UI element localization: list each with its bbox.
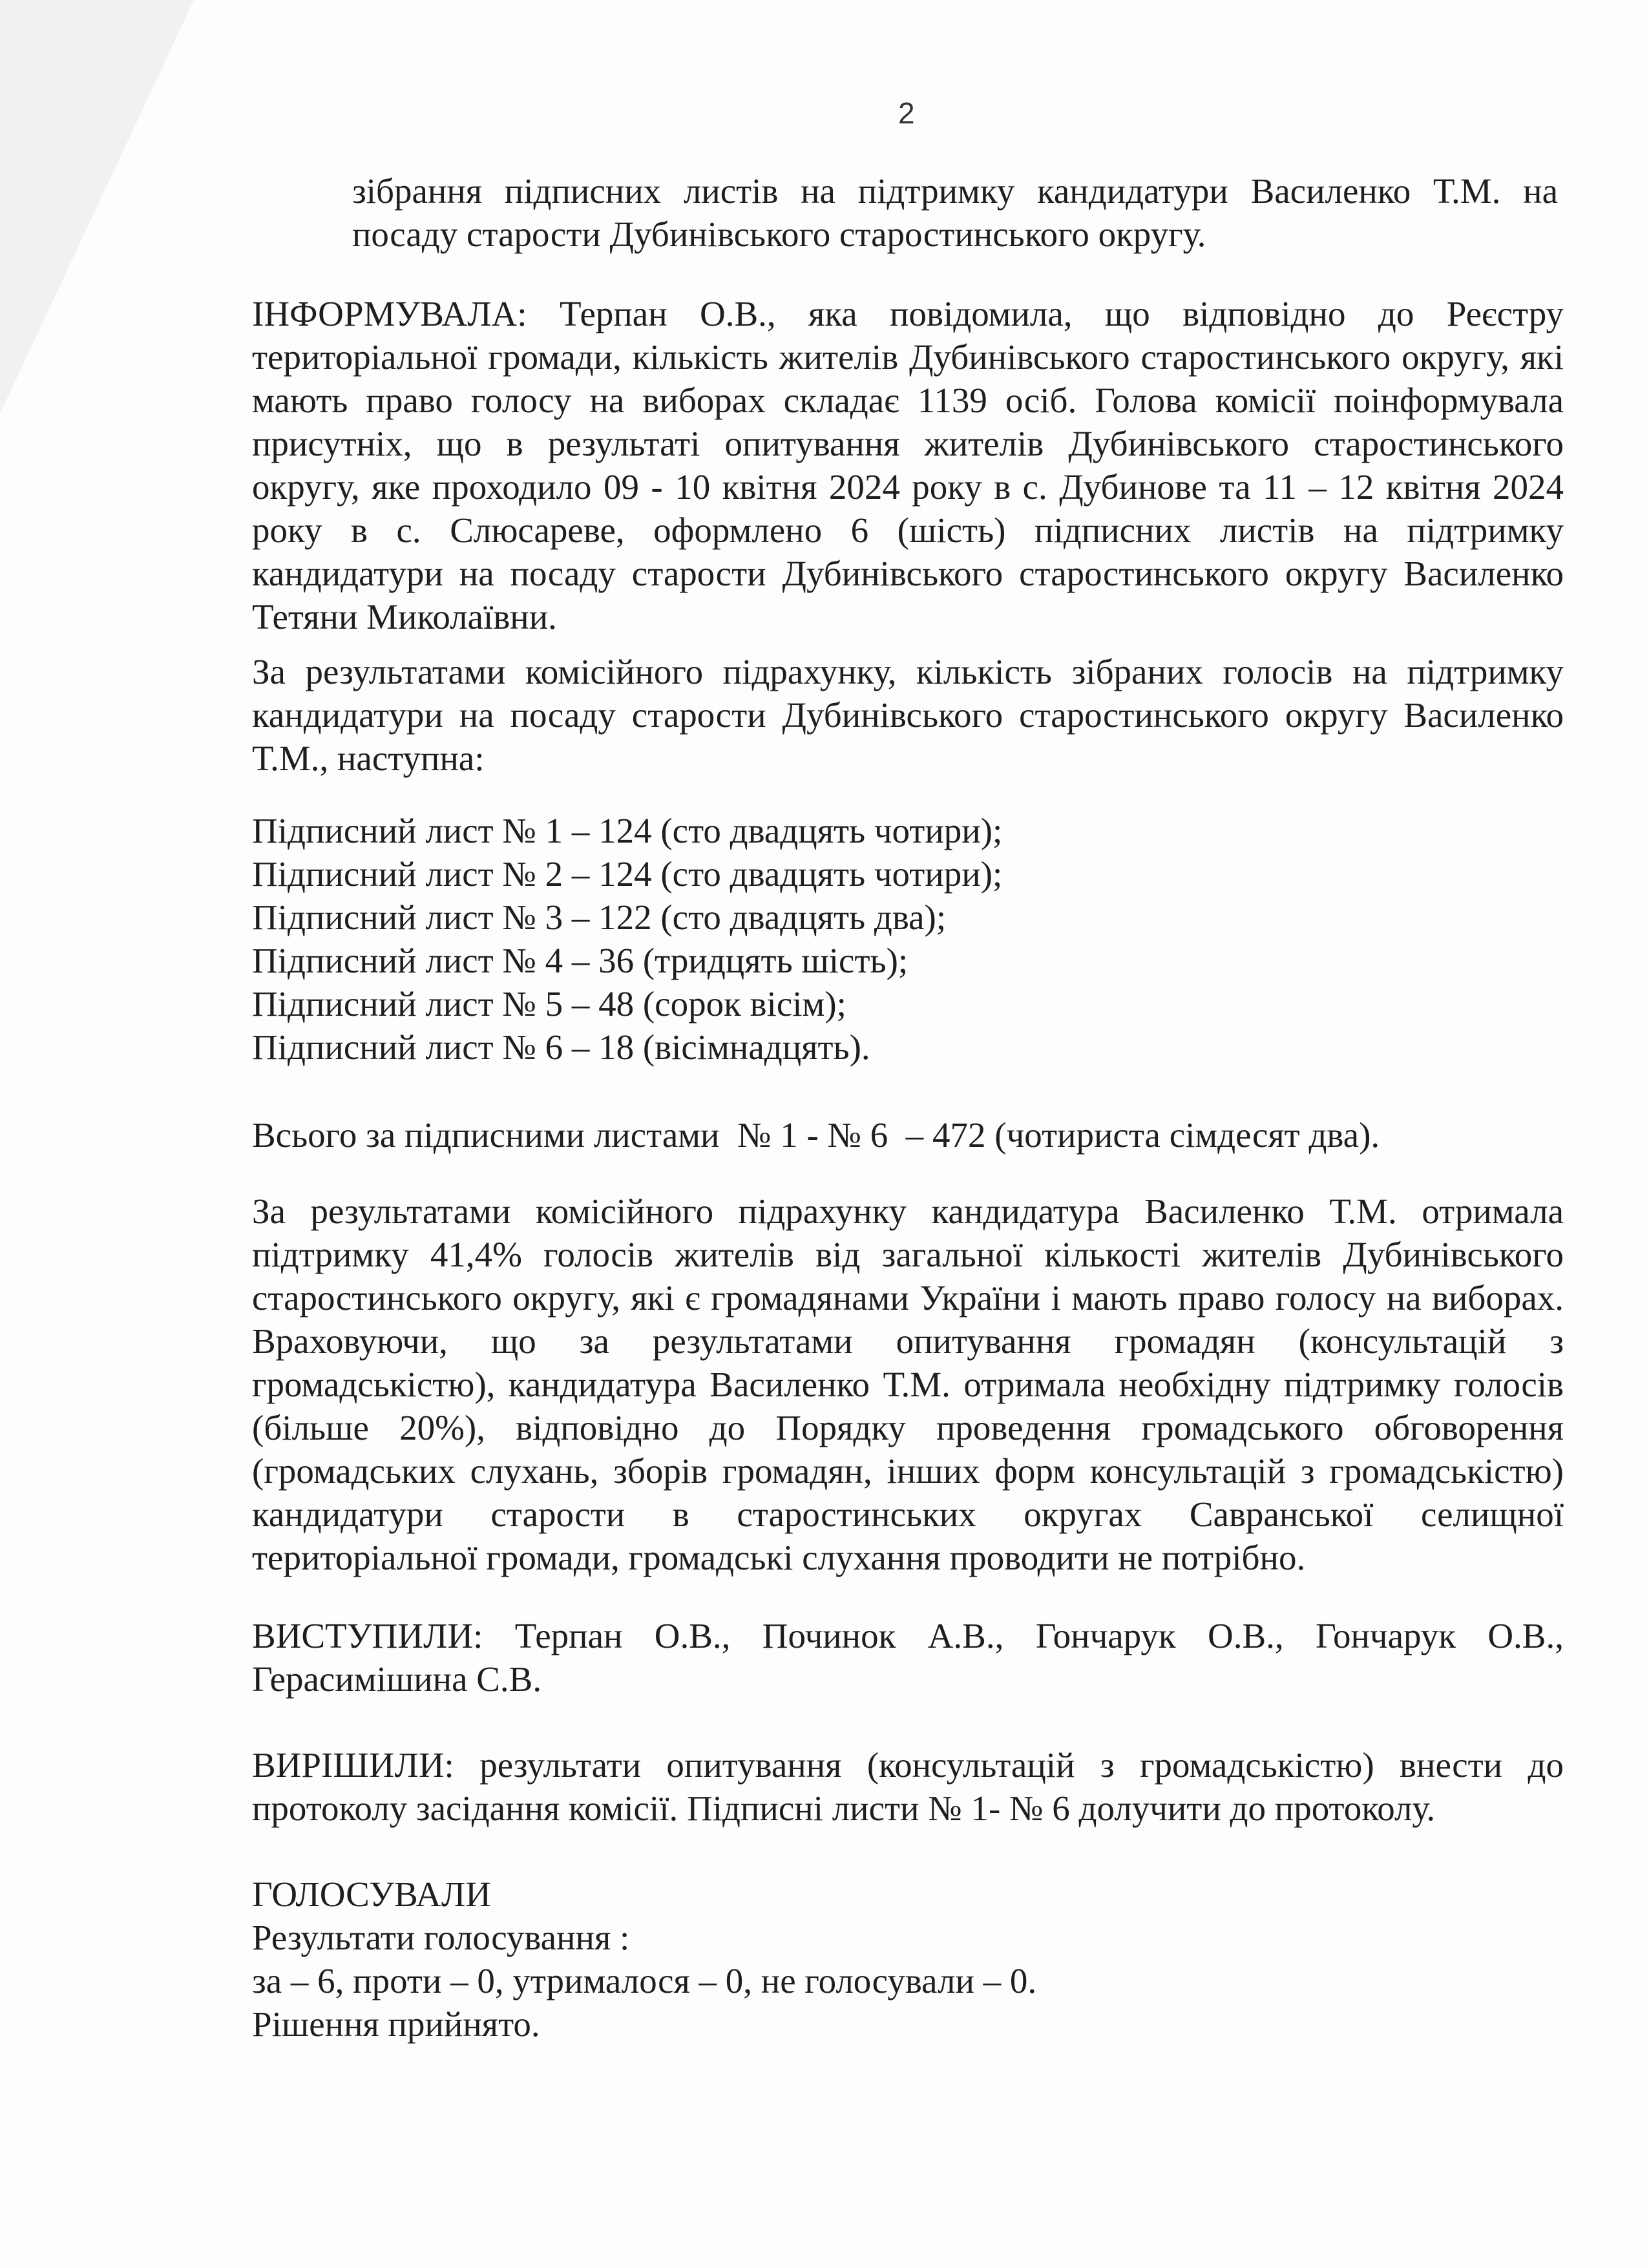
decided-text: ВИРІШИЛИ: результати опитування (консультацій з громадськістю) внести до протоколу засідання комісії. Підписні листи № 1- № 6 долучити до протоколу. [252, 1745, 1564, 1828]
signature-sheet-item: Підписний лист № 2 – 124 (сто двадцять чотири); [252, 854, 1003, 894]
conclusion-paragraph [252, 1190, 1564, 1579]
vote-results: за – 6, проти – 0, утрималося – 0, не голосували – 0. [252, 1961, 1037, 2000]
vote-section [252, 1873, 1564, 2046]
vote-heading: ГОЛОСУВАЛИ [252, 1874, 491, 1914]
signature-sheet-item: Підписний лист № 1 – 124 (сто двадцять чотири); [252, 811, 1003, 850]
spoke-paragraph [252, 1614, 1564, 1701]
summary-text: Всього за підписними листами № 1 - № 6 – 472 (чотириста сімдесят два). [252, 1115, 1380, 1155]
informed-paragraph [252, 292, 1564, 638]
informed-text: ІНФОРМУВАЛА: Терпан О.В., яка повідомила, що відповідно до Реєстру територіальної громади, кількість жителів Дубинівського старостинського округу, які мають право голосу на виборах складає 1139 осіб. Голова комісії поінформувала присутніх, що в результаті опитування жителів Дубинівського старостинського округу, яке проходило 09 - 10 квітня 2024 року в с. Дубинове та 11 – 12 квітня 2024 року в с. Слюсареве, оформлено 6 (шість) підписних листів на підтримку кандидатури на посаду старости Дубинівського старостинського округу Василенко Тетяни Миколаївни. [252, 294, 1564, 636]
intro-text: зібрання підписних листів на підтримку кандидатури Василенко Т.М. на посаду старости Дубинівського старостинського округу. [352, 171, 1558, 254]
signature-sheet-item: Підписний лист № 5 – 48 (сорок вісім); [252, 984, 846, 1024]
spoke-text: ВИСТУПИЛИ: Терпан О.В., Починок А.В., Гончарук О.В., Гончарук О.В., Герасимішина С.В. [252, 1616, 1564, 1699]
summary-paragraph [252, 1113, 1564, 1157]
totals-intro-paragraph [252, 650, 1564, 780]
signature-sheet-item: Підписний лист № 3 – 122 (сто двадцять два); [252, 898, 947, 937]
vote-results-label: Результати голосування : [252, 1918, 630, 1957]
scan-corner-shadow [0, 0, 194, 414]
signature-sheet-item: Підписний лист № 6 – 18 (вісімнадцять). [252, 1027, 870, 1067]
decided-paragraph [252, 1743, 1564, 1830]
vote-outcome: Рішення прийнято. [252, 2004, 540, 2044]
signature-sheets-list [252, 809, 1564, 1069]
page-number: 2 [898, 96, 915, 130]
totals-intro-text: За результатами комісійного підрахунку, кількість зібраних голосів на підтримку кандидатури на посаду старости Дубинівського старостинського округу Василенко Т.М., наступна: [252, 652, 1564, 778]
signature-sheet-item: Підписний лист № 4 – 36 (тридцять шість); [252, 941, 909, 980]
conclusion-text: За результатами комісійного підрахунку кандидатура Василенко Т.М. отримала підтримку 41,4% голосів жителів від загальної кількості жителів Дубинівського старостинського округу, які є громадянами України і мають право голосу на виборах. Враховуючи, що за результатами опитування громадян (консультацій з громадськістю), кандидатура Василенко Т.М. отримала необхідну підтримку голосів (більше 20%), відповідно до Порядку проведення громадського обговорення (громадських слухань, зборів громадян, інших форм консультацій з громадськістю) кандидатури старости в старостинських округах Савранської селищної територіальної громади, громадські слухання проводити не потрібно. [252, 1192, 1564, 1577]
intro-paragraph [352, 169, 1558, 256]
